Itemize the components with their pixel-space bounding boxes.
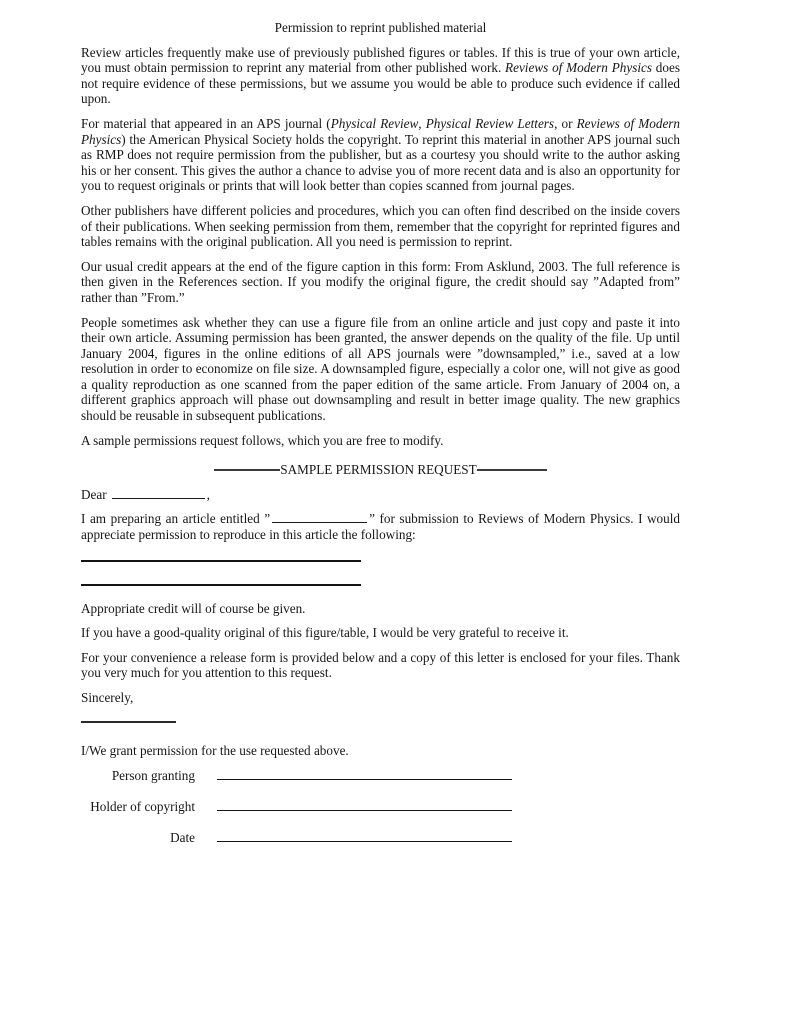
form-label-date: Date [170, 829, 195, 845]
salutation-comma: , [206, 486, 210, 502]
text-run: A sample permissions request follows, which you are free to modify. [81, 432, 444, 448]
quality-line: If you have a good-quality original of this figure/table, I would be very grateful to receive it. [81, 625, 569, 641]
text-run: Our usual credit appears at the end of the figure caption in this form: From Asklund, 2003. The full reference is then given in the References section. If you modify the original figure, the credit should say ”Adapted from” rather than ”From.” [81, 258, 680, 305]
text-run: For material that appeared in an APS journal ( [81, 115, 331, 131]
text-run: , or [554, 115, 577, 131]
intro-paragraph-downsampling [81, 315, 680, 424]
intro-paragraph-other-publishers [81, 203, 680, 250]
release-form [81, 767, 680, 845]
form-fill-line-person-granting [217, 779, 512, 780]
italic-text-run: Reviews of Modern Physics [505, 60, 652, 76]
fill-in-blank-addressee [112, 496, 205, 499]
heading-label: SAMPLE PERMISSION REQUEST [280, 462, 477, 478]
form-row-person-granting [81, 767, 680, 783]
text-run: , [418, 115, 426, 131]
heading-rule-left-icon [214, 469, 280, 470]
fill-in-line-item-1 [81, 560, 361, 562]
form-row-date [81, 829, 680, 845]
text-run: does not require evidence of these permissions, but we assume you would be able to produce such evidence if called upon. [81, 60, 680, 107]
document-title: Permission to reprint published material [274, 20, 487, 35]
form-row-holder-of-copyright [81, 798, 680, 814]
form-label-holder-of-copyright: Holder of copyright [90, 798, 195, 814]
text-run: Review articles frequently make use of previously published figures or tables. If this is true of your own article, you must obtain permission to reprint any material from other published work. [81, 44, 680, 76]
credit-line: Appropriate credit will of course be given. [81, 600, 306, 616]
heading-rule-right-icon [477, 469, 547, 470]
text-run: ) the American Physical Society holds the copyright. To reprint this material in another APS journal such as RMP does not require permission from the publisher, but as a courtesy you should write to the author asking his or her consent. This gives the author a chance to advise you of more recent data and is also an opportunity for you to request originals or prints that will look better than copies scanned from journal pages. [81, 131, 680, 194]
italic-text-run: Physical Review Letters [425, 115, 555, 131]
fill-in-line-item-2 [81, 584, 361, 586]
salutation-line [81, 487, 680, 503]
italic-text-run: Reviews of Modern Physics [81, 115, 681, 147]
form-label-person-granting: Person granting [111, 767, 195, 783]
salutation-prefix: Dear [81, 486, 107, 502]
closing-line: Sincerely, [81, 690, 134, 705]
text-run: I am preparing an article entitled ” [81, 511, 271, 527]
italic-text-run: Physical Review [330, 115, 419, 131]
signature-line [81, 721, 176, 723]
form-fill-line-date [217, 841, 512, 842]
form-fill-line-holder-of-copyright [217, 810, 512, 811]
text-run: Other publishers have different policies and procedures, which you can often find described on the inside covers of their publications. When seeking permission from them, remember that the copyright for reprinted figures and tables remains with the original publication. All you need is permission to reprint. [81, 202, 680, 250]
text-run: People sometimes ask whether they can use a figure file from an online article and just copy and paste it into their own article. Assuming permission has been granted, the answer depends on the quality of the file. Up until January 2004, figures in the online editions of all APS journals were ”downsampled,” i.e., saved at a low resolution in order to economize on file size. A downsampled figure, especially a color one, will not give as good a quality reproduction as one scanned from the paper edition of the same article. From January of 2004 on, a different graphics approach will phase out downsampling and result in better image quality. The new graphics should be reusable in subsequent publications. [81, 314, 680, 424]
intro-paragraph-sample-note [81, 433, 680, 449]
intro-paragraph-reviews [81, 45, 680, 107]
intro-paragraph-credit-form [81, 259, 680, 306]
letter-body-paragraph [81, 511, 680, 542]
text-run: ” for submission to Reviews of Modern Physics. I would appreciate permission to reproduce in this article the following: [81, 511, 680, 543]
sample-permission-heading [81, 462, 680, 478]
intro-paragraph-aps-copyright [81, 116, 680, 194]
convenience-paragraph: For your convenience a release form is provided below and a copy of this letter is enclosed for your files. Thank you very much for you attention to this request. [81, 649, 680, 681]
grant-permission-line: I/We grant permission for the use requested above. [81, 742, 349, 758]
fill-in-blank [272, 520, 367, 523]
